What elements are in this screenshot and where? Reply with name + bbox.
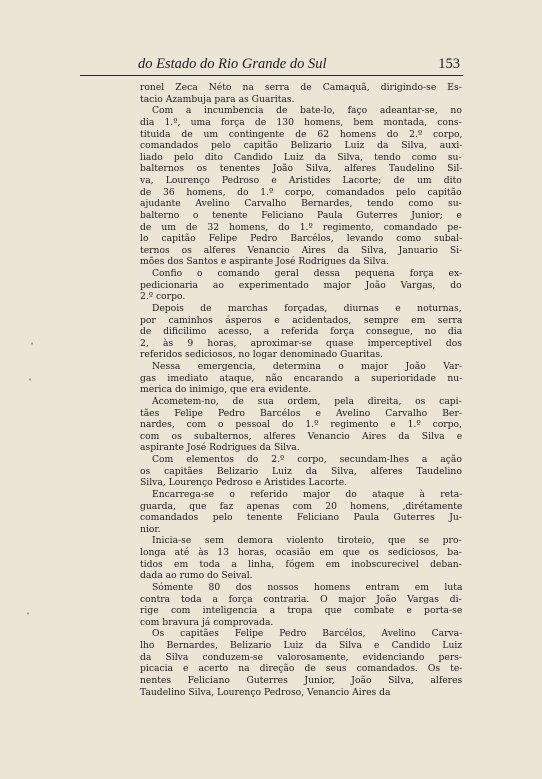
text-line: mões dos Santos e aspirante José Rodrigues da Silva. xyxy=(140,256,389,268)
paragraph xyxy=(140,628,462,698)
text-line: de dificilimo acesso, a referida força consegue, no dia xyxy=(140,326,463,338)
text-line: tituida de um contingente de 62 homens do 2.º corpo, xyxy=(140,128,463,140)
paragraph xyxy=(140,582,462,629)
text-line: com os subalternos, alferes Venancio Aires da Silva e xyxy=(140,430,463,442)
margin-speck: • xyxy=(30,340,35,348)
text-line: Com a incumbencia de bate-lo, faço adeantar-se, no xyxy=(152,105,462,117)
text-line: tacio Azambuja para as Guaritas. xyxy=(140,93,295,105)
margin-speck: • xyxy=(26,610,31,618)
text-line: ternos os alferes Venancio Aires da Silva, Januario Si- xyxy=(140,244,463,256)
text-line: de 36 homens, do 1.º corpo, comandados pelo capitão xyxy=(140,186,462,198)
running-title: do Estado do Rio Grande do Sul xyxy=(138,56,327,72)
text-line: de um de 32 homens, do 1.º regimento, comandado pe- xyxy=(140,221,462,233)
text-line: gas imediato ataque, não encarando a superioridade nu- xyxy=(140,372,463,384)
text-line: os capitães Belizario Luiz da Silva, alferes Taudelino xyxy=(140,465,462,477)
text-line: Nessa emergencia, determina o major João Var- xyxy=(152,361,462,372)
text-line: por caminhos ásperos e acidentados, sempre em serra xyxy=(140,314,463,326)
text-line: Encarrega-se o referido major do ataque à reta- xyxy=(152,488,463,500)
text-line: tães Felipe Pedro Barcélos e Avelino Carvalho Ber- xyxy=(140,407,462,419)
text-line: aspirante José Rodrigues da Silva. xyxy=(140,442,300,454)
text-line: 2.º corpo. xyxy=(140,291,186,303)
paragraph xyxy=(140,489,462,536)
paragraph xyxy=(140,303,462,361)
paragraph xyxy=(140,361,462,396)
text-line: nardes, com o pessoal do 1.º regimento e 1.º corpo, xyxy=(140,419,463,431)
text-line: comandados pelo capitão Belizario Luiz da Silva, auxi- xyxy=(140,140,463,152)
text-line: dada ao rumo do Seival. xyxy=(140,570,253,582)
paragraph xyxy=(140,454,462,489)
text-line: dia 1.º, uma força de 130 homens, bem montada, cons- xyxy=(140,116,462,128)
text-line: comandados pelo tenente Feliciano Paula Guterres Ju- xyxy=(140,512,462,524)
text-line: nior. xyxy=(140,523,161,535)
text-line: picacia e acerto na direção de seus comandados. Os te- xyxy=(140,663,463,675)
text-line: contra toda a força contraria. O major João Vargas di- xyxy=(140,593,462,605)
text-line: lho Bernardes, Belizario Luiz da Silva e Candido Luiz xyxy=(140,640,463,651)
text-line: Sómente 80 dos nossos homens entram em luta xyxy=(152,581,463,593)
text-line: da Silva conduzem-se valorosamente, evidenciando pers- xyxy=(140,651,463,663)
text-line: Depois de marchas forçadas, diurnas e noturnas, xyxy=(152,302,462,314)
text-line: referidos sediciosos, no logar denominado Guaritas. xyxy=(140,349,383,361)
body-text xyxy=(140,82,462,698)
text-line: lo capitão Felipe Pedro Barcélos, levando como subal- xyxy=(140,233,463,245)
text-line: Com elementos do 2.º corpo, secundam-lhes a ação xyxy=(152,454,462,465)
paragraph xyxy=(140,535,462,582)
text-line: liado pelo dito Candido Luiz da Silva, tendo como su- xyxy=(140,151,462,163)
header-rule xyxy=(80,75,463,76)
text-line: 2, às 9 horas, aproximar-se quase imperceptivel dos xyxy=(140,337,463,349)
paragraph xyxy=(140,396,462,454)
text-line: ajudante Avelino Carvalho Bernardes, tendo como su- xyxy=(140,198,462,210)
text-line: balternos os tenentes João Silva, alferes Taudelino Sil- xyxy=(140,163,463,175)
text-line: ronel Zeca Néto na serra de Camaquã, dirigindo-se Es- xyxy=(140,82,462,93)
text-line: merica do inimigo, que era evidente. xyxy=(140,384,312,396)
margin-speck: • xyxy=(28,376,33,384)
text-line: guarda, que faz apenas com 20 homens, ,dirétamente xyxy=(140,500,463,512)
paragraph xyxy=(140,82,462,105)
text-line: Acometem-no, de sua ordem, pela direita, os capi- xyxy=(152,395,462,407)
text-line: va, Lourenço Pedroso e Aristides Lacorte; de um dito xyxy=(140,175,462,186)
text-line: Os capitães Felipe Pedro Barcélos, Avelino Carva- xyxy=(152,628,463,640)
text-line: Silva, Lourenço Pedroso e Aristides Lacorte. xyxy=(140,477,348,489)
text-line: pedicionaria ao experimentado major João Vargas, do xyxy=(140,279,462,291)
page-header xyxy=(138,56,460,74)
text-line: nentes Feliciano Guterres Junior, João Silva, alferes xyxy=(140,674,463,686)
text-line: Confio o comando geral dessa pequena força ex- xyxy=(152,268,463,279)
text-line: longa até às 13 horas, ocasião em que os sediciosos, ba- xyxy=(140,547,462,558)
text-line: balterno o tenente Feliciano Paula Guterres Junior; e xyxy=(140,209,462,221)
page-number: 153 xyxy=(438,56,460,72)
text-line: com bravura já comprovada. xyxy=(140,616,274,628)
text-line: tidos em toda a linha, fógem em inobscurecivel deban- xyxy=(140,558,462,570)
text-line: rige com inteligencia a tropa que combate e porta-se xyxy=(140,605,463,617)
paragraph xyxy=(140,268,462,303)
text-line: Inicia-se sem demora violento tiroteio, que se pro- xyxy=(152,535,462,547)
paragraph xyxy=(140,105,462,268)
text-line: Taudelino Silva, Lourenço Pedroso, Venancio Aires da xyxy=(140,686,391,698)
